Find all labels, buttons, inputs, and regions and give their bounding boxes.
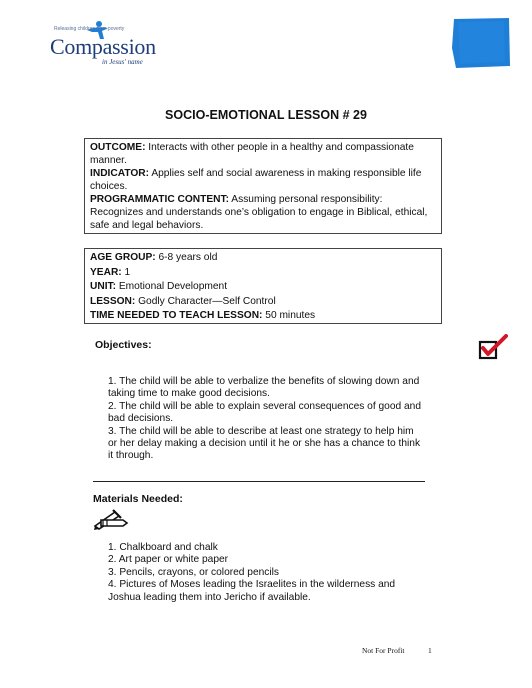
objective-item: 1. The child will be able to verbalize the benefits of slowing down and taking time to make good decisions. — [108, 376, 420, 400]
lesson-label: LESSON: — [90, 295, 136, 307]
lesson-info-box — [84, 248, 442, 324]
outcome-box — [84, 138, 442, 234]
outcome-text: Interacts with other people in a healthy and compassionate manner. — [90, 142, 414, 166]
material-item: 2. Art paper or white paper — [108, 554, 229, 566]
checkmark-box-icon — [478, 334, 508, 360]
section-divider — [93, 481, 425, 482]
indicator-row — [90, 168, 436, 193]
outcome-row — [90, 142, 436, 167]
year-label: YEAR: — [90, 266, 122, 278]
unit-value: Emotional Development — [116, 281, 228, 293]
footer-page-number: 1 — [428, 646, 432, 655]
age-group-row — [90, 251, 436, 266]
outcome-label: OUTCOME: — [90, 142, 146, 153]
material-item: 1. Chalkboard and chalk — [108, 542, 218, 553]
objectives-list — [108, 376, 423, 463]
unit-label: UNIT: — [90, 281, 117, 293]
logo-tagline: Releasing children from poverty — [54, 26, 125, 32]
page-title: SOCIO-EMOTIONAL LESSON # 29 — [165, 108, 367, 122]
programmatic-label: PROGRAMMATIC CONTENT: — [90, 194, 230, 206]
materials-heading: Materials Needed: — [93, 493, 183, 505]
age-label: AGE GROUP: — [90, 252, 156, 263]
lesson-value: Godly Character—Self Control — [135, 295, 276, 307]
logo-name: Compassion — [50, 34, 156, 59]
objectives-heading: Objectives: — [95, 339, 152, 351]
unit-row — [90, 280, 436, 295]
pencil-crayon-icon — [93, 508, 129, 530]
objective-item: 3. The child will be able to describe at least one strategy to help him or her delay making a decision until it he or she has a chance to think it through. — [108, 425, 421, 462]
time-label: TIME NEEDED TO TEACH LESSON: — [90, 310, 263, 322]
objective-item: 2. The child will be able to explain several consequences of good and bad decisions. — [108, 400, 422, 425]
year-row — [90, 266, 436, 281]
time-value: 50 minutes — [262, 310, 316, 322]
blue-paint-block — [452, 18, 510, 68]
logo-sub: in Jesus' name — [102, 58, 143, 66]
programmatic-row — [90, 194, 436, 232]
indicator-text: Applies self and social awareness in making responsible life choices. — [90, 168, 422, 192]
compassion-logo — [50, 22, 170, 70]
material-item: 4. Pictures of Moses leading the Israelites in the wilderness and Joshua leading them into Jericho if available. — [108, 579, 396, 603]
programmatic-text: Assuming personal responsibility: Recognizes and understands one’s obligation to engage in Biblical, ethical, safe and legal behaviors. — [90, 194, 428, 231]
lesson-row — [90, 295, 436, 310]
indicator-label: INDICATOR: — [90, 168, 150, 180]
footer-not-for-profit: Not For Profit — [362, 646, 405, 655]
time-row — [90, 309, 436, 324]
material-item: 3. Pencils, crayons, or colored pencils — [108, 566, 280, 578]
materials-list — [108, 542, 423, 604]
age-value: 6-8 years old — [155, 252, 218, 263]
year-value: 1 — [121, 266, 131, 278]
